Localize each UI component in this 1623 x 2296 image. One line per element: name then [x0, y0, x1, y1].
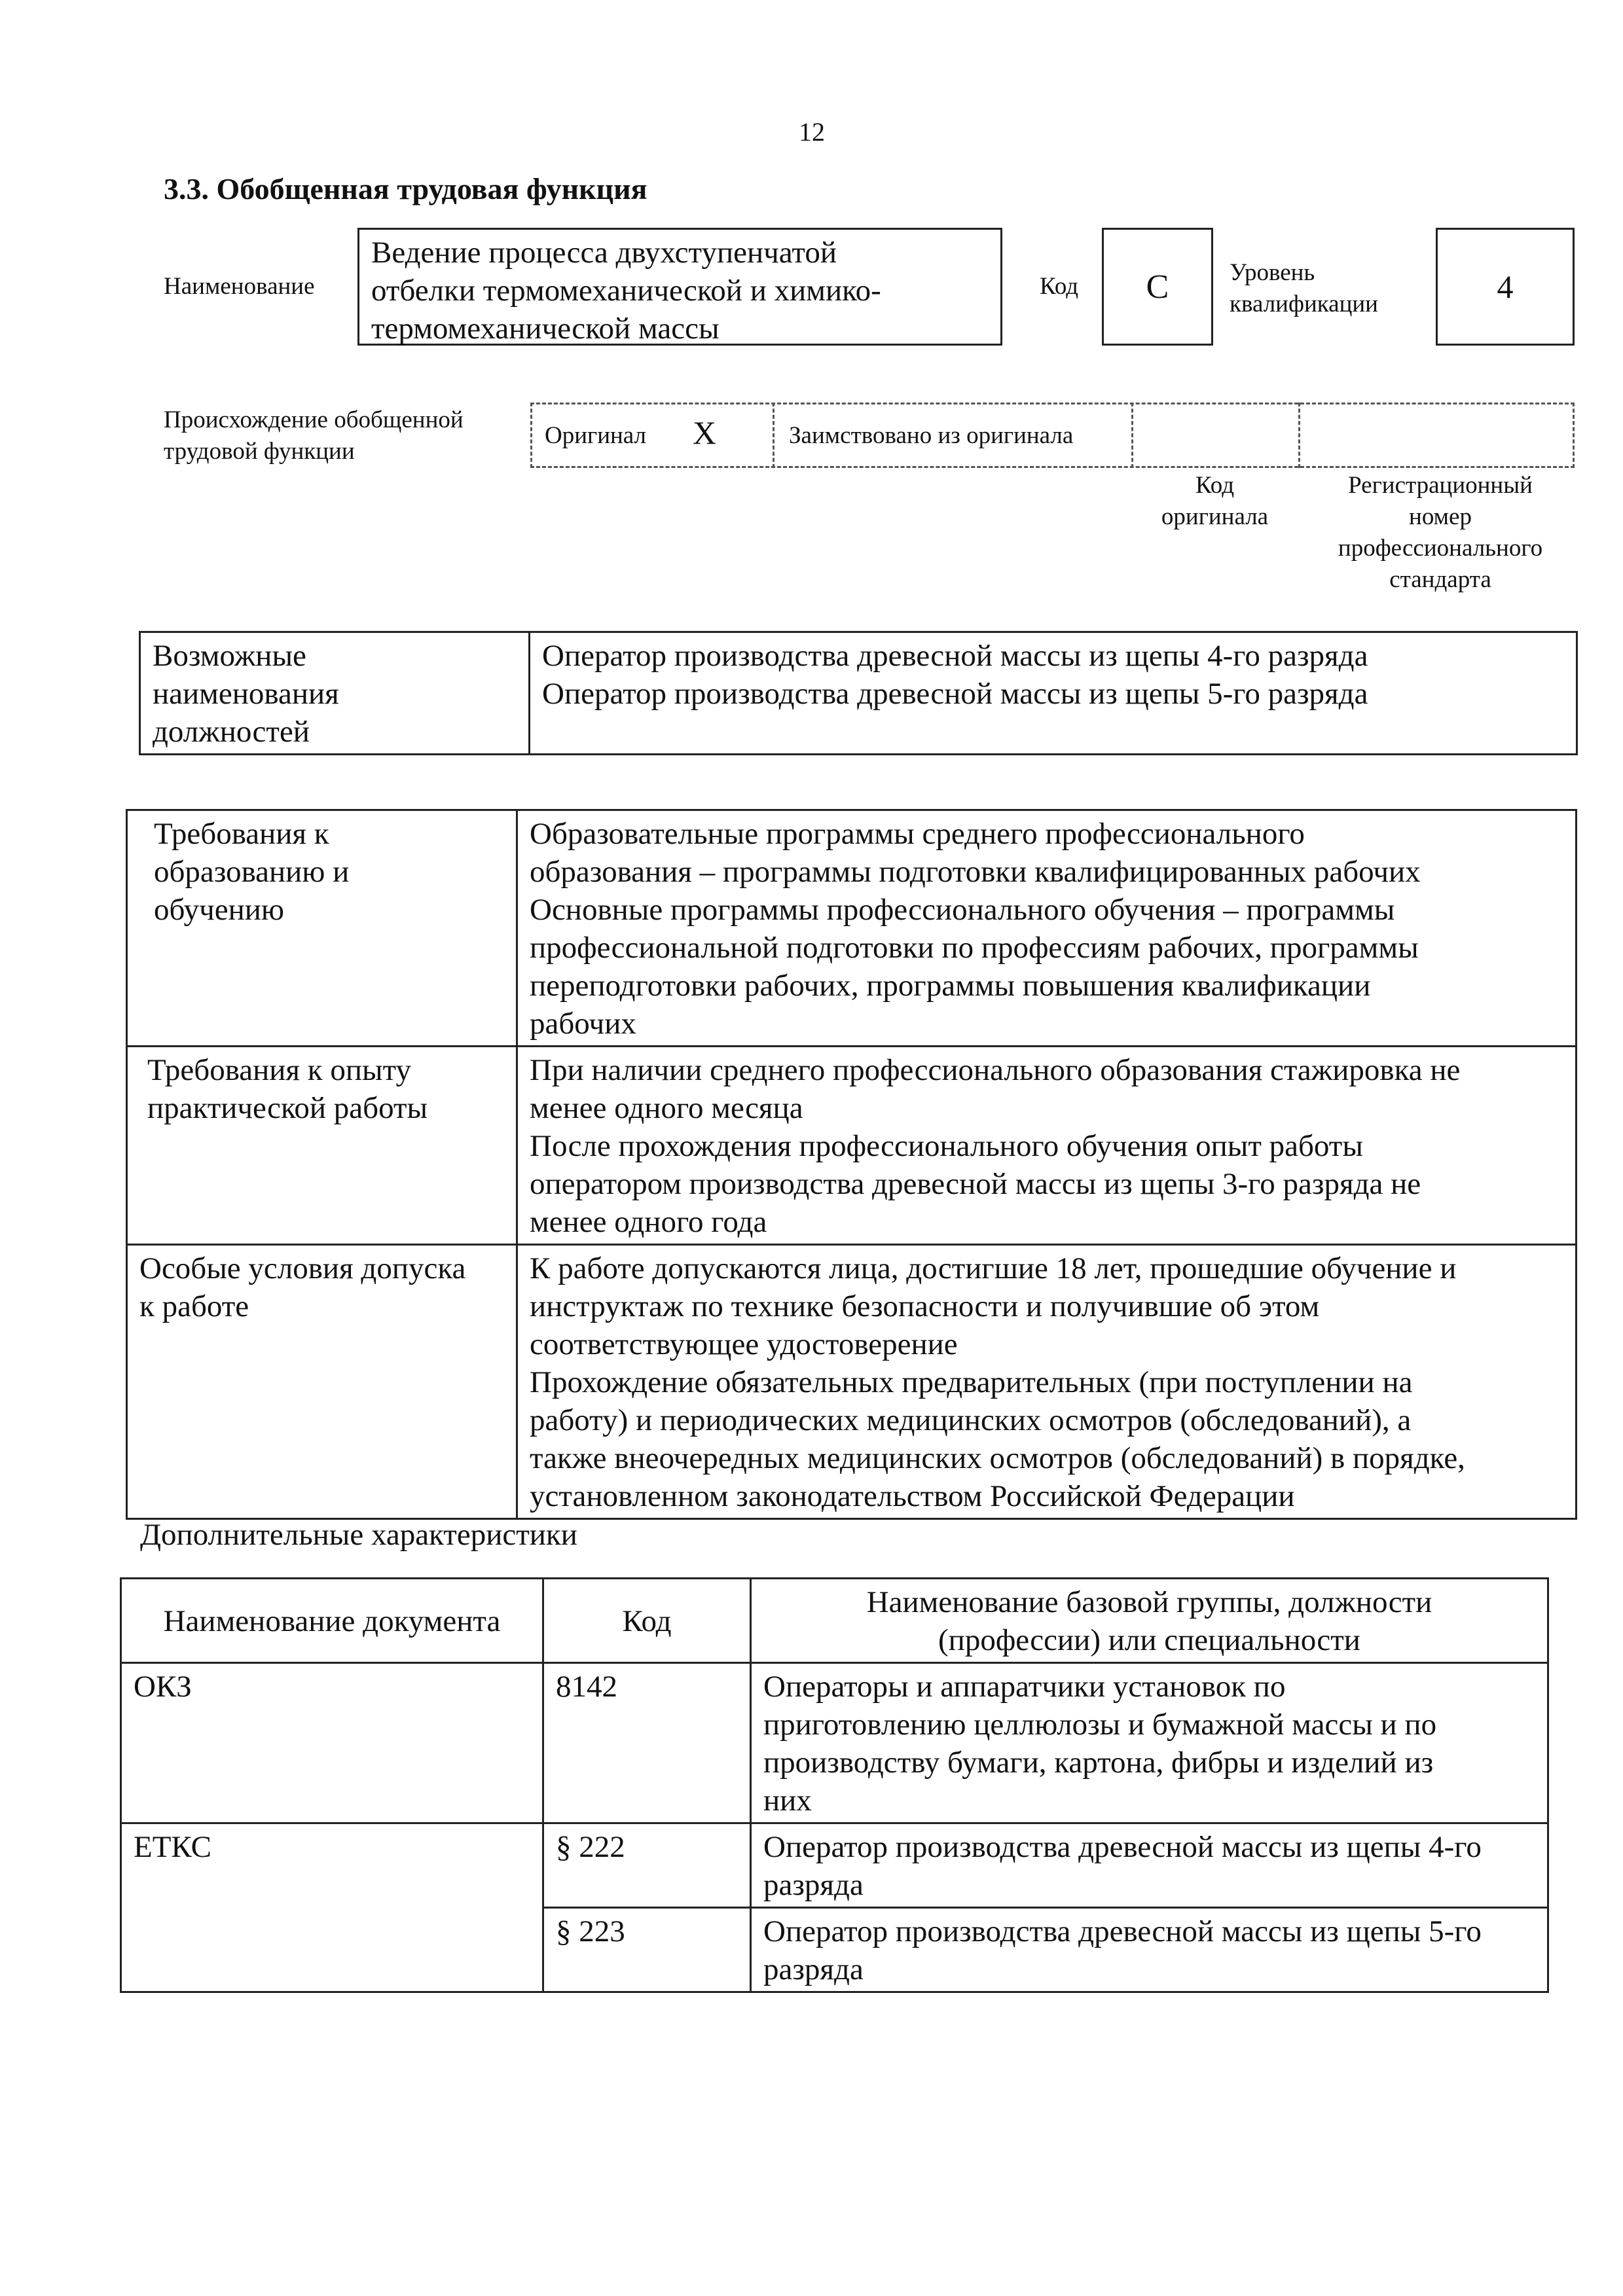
special-line-6: также внеочередных медицинских осмотров (обследований) в порядке,	[530, 1441, 1465, 1475]
section-title: 3.3. Обобщенная трудовая функция	[164, 172, 647, 206]
etks-name-cell-2	[751, 1908, 1548, 1992]
special-text-cell	[517, 1245, 1577, 1519]
etks-name-1-line-2: разряда	[763, 1868, 864, 1902]
special-label-cell	[127, 1245, 517, 1519]
special-line-2: инструктаж по технике безопасности и получившие об этом	[530, 1289, 1320, 1323]
reg-caption-line-1: Регистрационный	[1348, 472, 1533, 499]
education-label-line-3: обучению	[154, 893, 285, 927]
experience-label-cell	[127, 1047, 517, 1245]
reg-number-caption	[1303, 470, 1578, 596]
positions-row	[140, 632, 1577, 755]
education-line-1: Образовательные программы среднего профессионального	[530, 817, 1305, 851]
header-name-line-2: (профессии) или специальности	[938, 1623, 1360, 1657]
special-label-line-1: Особые условия допуска	[139, 1251, 466, 1285]
header-name-cell	[751, 1579, 1548, 1663]
okz-name-line-1: Операторы и аппаратчики установок по	[763, 1670, 1286, 1704]
origin-label-line-1: Происхождение обобщенной	[164, 406, 464, 433]
okz-code-cell: 8142	[543, 1663, 751, 1823]
etks-name-cell-1	[751, 1823, 1548, 1908]
special-line-4: Прохождение обязательных предварительных (при поступлении на	[530, 1365, 1413, 1399]
education-line-5: переподготовки рабочих, программы повышения квалификации	[530, 969, 1371, 1003]
experience-label-line-2: практической работы	[147, 1091, 428, 1125]
special-conditions-row	[127, 1245, 1577, 1519]
experience-text-cell	[517, 1047, 1577, 1245]
education-text-cell	[517, 810, 1577, 1047]
etks-code-cell-1: § 222	[543, 1823, 751, 1908]
origin-label-line-2: трудовой функции	[164, 438, 355, 465]
level-label-line-1: Уровень	[1230, 259, 1315, 286]
positions-label-line-2: наименования	[153, 677, 339, 711]
etks-name-2-line-1: Оператор производства древесной массы из щепы 5-го	[763, 1914, 1482, 1948]
header-doc-cell: Наименование документа	[121, 1579, 543, 1663]
special-label-line-2: к работе	[139, 1289, 249, 1323]
experience-row	[127, 1047, 1577, 1245]
special-line-7: установленном законодательством Российской Федерации	[530, 1479, 1295, 1513]
education-line-6: рабочих	[530, 1007, 636, 1041]
education-line-2: образования – программы подготовки квалифицированных рабочих	[530, 855, 1421, 889]
experience-line-4: оператором производства древесной массы из щепы 3-го разряда не	[530, 1167, 1421, 1201]
additional-title: Дополнительные характеристики	[140, 1518, 577, 1552]
borrowed-label: Заимствовано из оригинала	[789, 422, 1074, 449]
code-original-caption	[1131, 470, 1298, 533]
name-label: Наименование	[164, 273, 315, 300]
education-label-line-2: образованию и	[154, 855, 350, 889]
experience-line-1: При наличии среднего профессионального образования стажировка не	[530, 1053, 1461, 1087]
requirements-table	[126, 809, 1577, 1520]
positions-label-line-1: Возможные	[153, 639, 306, 673]
level-label	[1230, 257, 1378, 320]
education-label-cell	[127, 810, 517, 1047]
etks-name-1-line-1: Оператор производства древесной массы из щепы 4-го	[763, 1830, 1482, 1864]
function-name-line-2: отбелки термомеханической и химико-	[371, 274, 881, 308]
education-label-line-1: Требования к	[154, 817, 329, 851]
code-value: С	[1102, 228, 1213, 346]
level-value: 4	[1436, 228, 1575, 346]
reg-caption-line-4: стандарта	[1389, 566, 1491, 593]
okz-doc-cell: ОКЗ	[121, 1663, 543, 1823]
experience-label-line-1: Требования к опыту	[147, 1053, 412, 1087]
positions-values-cell	[530, 632, 1577, 755]
special-line-3: соответствующее удостоверение	[530, 1327, 958, 1361]
okz-name-cell	[751, 1663, 1548, 1823]
positions-label-cell	[140, 632, 530, 755]
position-item-2: Оператор производства древесной массы из щепы 5-го разряда	[542, 677, 1368, 711]
education-line-3: Основные программы профессионального обучения – программы	[530, 893, 1395, 927]
level-label-line-2: квалификации	[1230, 291, 1378, 317]
function-name-line-3: термомеханической массы	[371, 312, 720, 346]
position-item-1: Оператор производства древесной массы из щепы 4-го разряда	[542, 639, 1368, 673]
okz-name-line-4: них	[763, 1784, 812, 1818]
okz-row	[121, 1663, 1548, 1823]
additional-table	[120, 1577, 1549, 1993]
okz-name-line-2: приготовлению целлюлозы и бумажной массы и по	[763, 1708, 1437, 1742]
original-label: Оригинал	[545, 422, 647, 449]
header-name-line-1: Наименование базовой группы, должности	[866, 1585, 1432, 1619]
code-original-caption-line-1: Код	[1195, 472, 1235, 499]
education-line-4: профессиональной подготовки по профессиям рабочих, программы	[530, 931, 1419, 965]
code-label: Код	[1040, 273, 1079, 300]
etks-row-1	[121, 1823, 1548, 1908]
origin-label	[164, 404, 464, 467]
special-line-1: К работе допускаются лица, достигшие 18 лет, прошедшие обучение и	[530, 1251, 1457, 1285]
additional-header-row	[121, 1579, 1548, 1663]
code-original-caption-line-2: оригинала	[1161, 503, 1269, 530]
experience-line-2: менее одного месяца	[530, 1091, 803, 1125]
original-mark: X	[693, 414, 717, 451]
experience-line-5: менее одного года	[530, 1205, 767, 1239]
positions-table	[139, 631, 1578, 755]
function-name-box	[357, 228, 1002, 346]
reg-caption-line-3: профессионального	[1338, 535, 1543, 562]
okz-name-line-3: производству бумаги, картона, фибры и изделий из	[763, 1746, 1434, 1780]
experience-line-3: После прохождения профессионального обучения опыт работы	[530, 1129, 1363, 1163]
etks-code-cell-2: § 223	[543, 1908, 751, 1992]
positions-label-line-3: должностей	[153, 715, 310, 749]
page-number: 12	[799, 117, 825, 147]
etks-doc-cell: ЕТКС	[121, 1823, 543, 1992]
etks-name-2-line-2: разряда	[763, 1952, 864, 1986]
education-row	[127, 810, 1577, 1047]
header-code-cell: Код	[543, 1579, 751, 1663]
reg-caption-line-2: номер	[1409, 503, 1472, 530]
function-name-line-1: Ведение процесса двухступенчатой	[371, 236, 837, 270]
special-line-5: работу) и периодических медицинских осмотров (обследований), а	[530, 1403, 1412, 1437]
